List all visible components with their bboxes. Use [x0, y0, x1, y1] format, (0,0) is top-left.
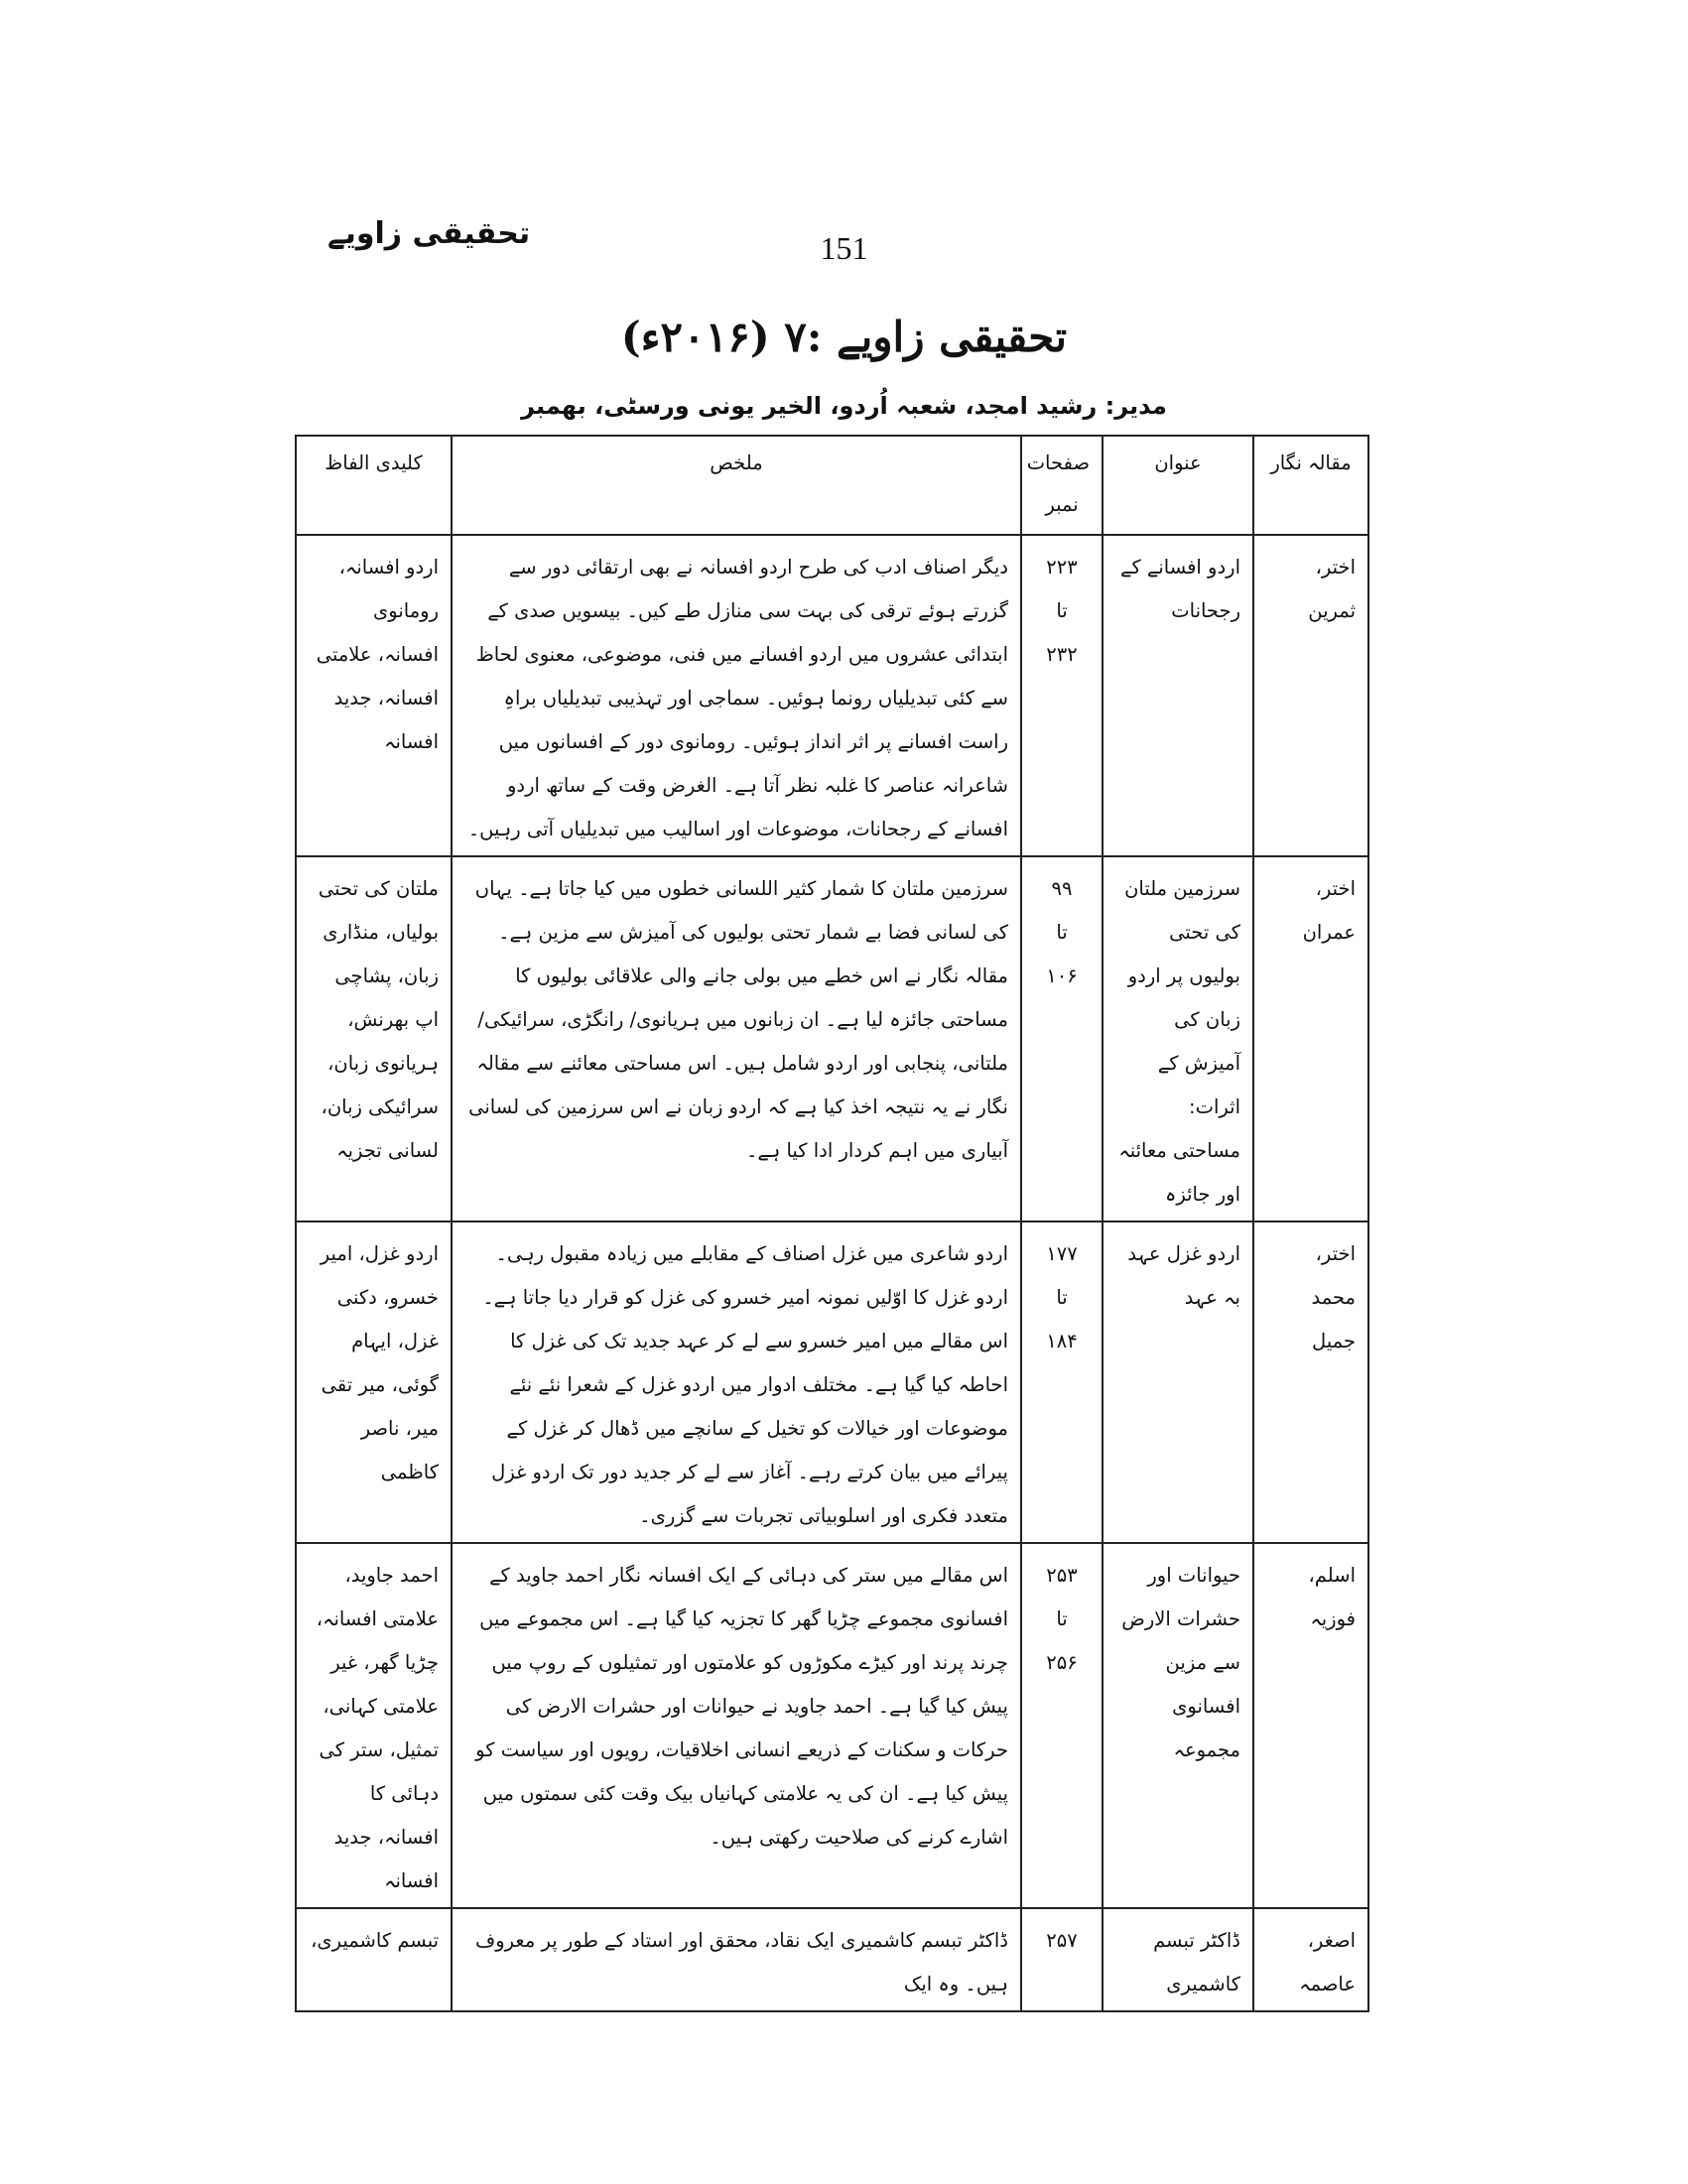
- page-start: ۱۷۷: [1046, 1242, 1078, 1265]
- keywords-cell: تبسم کاشمیری،: [296, 1908, 452, 2011]
- title-cell: حیوانات اور حشرات الارض سے مزین افسانوی مجموعہ: [1103, 1543, 1253, 1908]
- page-start: ۲۲۳: [1046, 556, 1078, 578]
- summary-cell: اس مقالے میں ستر کی دہائی کے ایک افسانہ نگار احمد جاوید کے افسانوی مجموعے چڑیا گھر کا تجزیہ کیا گیا ہے۔ اس مجموعے میں چرند پرند اور کیڑے مکوڑوں کو علامتوں اور تمثیلوں کے روپ میں پیش کیا گیا ہے۔ احمد جاوید نے حیوانات اور حشرات الارض کی حرکات و سکنات کے ذریعے انسانی اخلاقیات، رویوں اور سیاست کو پیش کیا ہے۔ ان کی یہ علامتی کہانیاں بیک وقت کئی سمتوں میں اشارے کرنے کی صلاحیت رکھتی ہیں۔: [452, 1543, 1021, 1908]
- running-head: تحقیقی زاویے: [327, 216, 531, 251]
- title-cell: اردو افسانے کے رجحانات: [1103, 535, 1253, 856]
- journal-title: تحقیقی زاویے :۷ (۲۰۱۶ء): [620, 313, 1068, 361]
- summary-cell: اردو شاعری میں غزل اصناف کے مقابلے میں زیادہ مقبول رہی۔ اردو غزل کا اوّلیں نمونہ امیر خسرو کی غزل کو قرار دیا جاتا ہے۔ اس مقالے میں امیر خسرو سے لے کر عہد جدید تک کی غزل کا احاطہ کیا گیا ہے۔ مختلف ادوار میں اردو غزل کے شعرا نئے نئے موضوعات اور خیالات کو تخیل کے سانچے میں ڈھال کر غزل کے پیرائے میں بیان کرتے رہے۔ آغاز سے لے کر جدید دور تک اردو غزل متعدد فکری اور اسلوبیاتی تجربات سے گزری۔: [452, 1221, 1021, 1543]
- page-range-word: تا: [1056, 1286, 1068, 1309]
- article-index-table: [295, 435, 1369, 2012]
- author-cell: اسلم، فوزیہ: [1253, 1543, 1368, 1908]
- summary-cell: سرزمین ملتان کا شمار کثیر اللسانی خطوں میں کیا جاتا ہے۔ یہاں کی لسانی فضا بے شمار تحتی بولیوں کی آمیزش سے مزین ہے۔ مقالہ نگار نے اس خطے میں بولی جانے والی علاقائی بولیوں کا مساحتی جائزہ لیا ہے۔ ان زبانوں میں ہریانوی/ رانگڑی، سرائیکی/ ملتانی، پنجابی اور اردو شامل ہیں۔ اس مساحتی معائنے سے مقالہ نگار نے یہ نتیجہ اخذ کیا ہے کہ اردو زبان نے اس سرزمین کی لسانی آبیاری میں اہم کردار ادا کیا ہے۔: [452, 856, 1021, 1221]
- author-cell: اصغر، عاصمہ: [1253, 1908, 1368, 2011]
- keywords-cell: اردو غزل، امیر خسرو، دکنی غزل، ایہام گوئی، میر تقی میر، ناصر کاظمی: [296, 1221, 452, 1543]
- author-cell: اختر، ثمرین: [1253, 535, 1368, 856]
- table-row: [296, 535, 1368, 856]
- table-row: [296, 856, 1368, 1221]
- title-cell: اردو غزل عہد بہ عہد: [1103, 1221, 1253, 1543]
- title-cell: ڈاکٹر تبسم کاشمیری: [1103, 1908, 1253, 2011]
- header-pages: صفحات نمبر: [1021, 436, 1103, 535]
- title-cell: سرزمین ملتان کی تحتی بولیوں پر اردو زبان کی آمیزش کے اثرات: مساحتی معائنہ اور جائزہ: [1103, 856, 1253, 1221]
- page-end: ۲۵۶: [1046, 1651, 1078, 1674]
- editor-line: مدیر: رشید امجد، شعبہ اُردو، الخیر یونی ورسٹی، بھمبر: [521, 392, 1167, 420]
- table-row: [296, 1908, 1368, 2011]
- page-range-word: تا: [1056, 599, 1068, 622]
- page-range-word: تا: [1056, 921, 1068, 944]
- header-author: مقالہ نگار: [1253, 436, 1368, 535]
- pages-cell: [1021, 1908, 1103, 2011]
- author-cell: اختر، محمد جمیل: [1253, 1221, 1368, 1543]
- page-start: ۹۹: [1051, 877, 1073, 900]
- pages-cell: [1021, 856, 1103, 1221]
- table-row: [296, 1543, 1368, 1908]
- pages-cell: [1021, 1543, 1103, 1908]
- author-cell: اختر، عمران: [1253, 856, 1368, 1221]
- page-end: ۱۸۴: [1046, 1330, 1078, 1352]
- pages-cell: [1021, 535, 1103, 856]
- page-end: ۱۰۶: [1046, 964, 1078, 987]
- page-range-word: تا: [1056, 1607, 1068, 1630]
- header-summary: ملخص: [452, 436, 1021, 535]
- page-start: ۲۵۳: [1046, 1564, 1078, 1587]
- table-row: [296, 1221, 1368, 1543]
- header-keywords: کلیدی الفاظ: [296, 436, 452, 535]
- keywords-cell: ملتان کی تحتی بولیاں، منڈاری زبان، پشاچی اپ بھرنش، ہریانوی زبان، سرائیکی زبان، لسانی تجزیہ: [296, 856, 452, 1221]
- page-start: ۲۵۷: [1046, 1929, 1078, 1952]
- header-title: عنوان: [1103, 436, 1253, 535]
- page-end: ۲۳۲: [1046, 643, 1078, 666]
- table-header-row: [296, 436, 1368, 535]
- keywords-cell: اردو افسانہ، رومانوی افسانہ، علامتی افسانہ، جدید افسانہ: [296, 535, 452, 856]
- summary-cell: دیگر اصناف ادب کی طرح اردو افسانہ نے بھی ارتقائی دور سے گزرتے ہوئے ترقی کی بہت سی منازل طے کیں۔ بیسویں صدی کے ابتدائی عشروں میں اردو افسانے میں فنی، موضوعی، معنوی لحاظ سے کئی تبدیلیاں رونما ہوئیں۔ سماجی اور تہذیبی تبدیلیاں براہِ راست افسانے پر اثر انداز ہوئیں۔ رومانوی دور کے افسانوں میں شاعرانہ عناصر کا غلبہ نظر آتا ہے۔ الغرض وقت کے ساتھ اردو افسانے کے رجحانات، موضوعات اور اسالیب میں تبدیلیاں آتی رہیں۔: [452, 535, 1021, 856]
- keywords-cell: احمد جاوید، علامتی افسانہ، چڑیا گھر، غیر علامتی کہانی، تمثیل، ستر کی دہائی کا افسانہ، جدید افسانہ: [296, 1543, 452, 1908]
- pages-cell: [1021, 1221, 1103, 1543]
- summary-cell: ڈاکٹر تبسم کاشمیری ایک نقاد، محقق اور استاد کے طور پر معروف ہیں۔ وہ ایک: [452, 1908, 1021, 2011]
- page-number: 151: [820, 230, 868, 266]
